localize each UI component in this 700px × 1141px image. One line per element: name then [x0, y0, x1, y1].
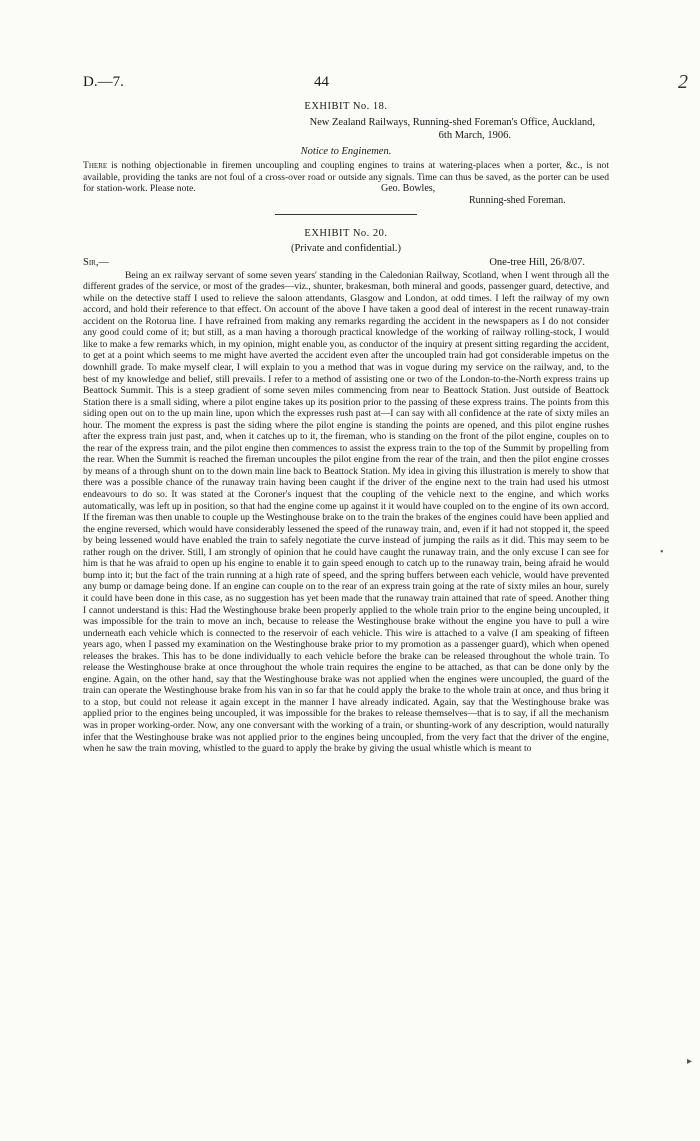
section-divider	[275, 214, 417, 215]
salutation: Sir,—	[83, 256, 109, 268]
letter-body: Being an ex railway servant of some seven years' standing in the Caledonian Railway, Scotland, when I went through all the different grades of the service, or most of the grades—viz., shunter, brakesman, both mineral and goods, passenger guard, detective, and while on the detective staff I used to relieve the saloon attendants, Glasgow and London, at odd times. I left the railway of my own accord, and hold their reference to that effect. On account of the above I have taken a good deal of interest in the recent runaway-train accident on the Rotorua line. I have refrained from making any remarks regarding the accident in the newspapers as I do not consider any good could come of it; but still, as a man having a thorough practical knowledge of the working of railway rolling-stock, I would like to make a few remarks which, in my opinion, might enable you, as conductor of the inquiry at present sitting regarding the accident, to get at a point which seems to me might have averted the accident even after the uncoupled train had got considerable impetus on the downhill grade. To make myself clear, I will explain to you a method that was in vogue during my service on the railway, and, to the best of my knowledge and belief, still prevails. I refer to a method of assisting one or two of the London-to-the-North express trains up Beattock Summit. This is a steep gradient of some seven miles commencing from near to Beattock Station. Just outside of Beattock Station there is a small siding, where a pilot engine takes up its position prior to the passing of these express trains. The points from this siding open out on to the up main line, upon which the expresses rush past at—I can say with all confidence at the rate of sixty miles an hour. The moment the express is past the siding where the pilot engine is standing the points are opened, and this pilot engine rushes after the express train just past, and, when it catches up to it, the fireman, who is standing on the front of the pilot engine, couples on to the rear of the express train, and the pilot engine then commences to assist the express train to the top of the Summit by propelling from the rear. When the Summit is reached the fireman uncouples the pilot engine from the rear of the train, and then the pilot engine crosses by means of a through shunt on to the down main line back to Beattock Station. My idea in giving this illustration is merely to show that there was a possible chance of the runaway train having been caught if the driver of the engine next to the train had used his utmost endeavours to do so. It was stated at the Coroner's inquest that the coupling of the vehicle next to the engine, and which works automatically, was left up in position, so that had the engine come up against it it would have coupled on to the engine of its own accord. If the fireman was then unable to couple up the Westinghouse brake on to the train the brakes of the engines could have been applied and the engine reversed, which would have considerably lessened the speed of the runaway train, and, even if it had not stopped it, the speed by being lessened would have enabled the train to safely negotiate the curve instead of jumping the rails as it did. This may seem to be rather rough on the driver. Still, I am strongly of opinion that he could have caught the runaway train, and the only excuse I can see for him is that he was afraid to open up his engine to enable it to gain speed enough to catch up to the runaway train, being afraid he would bump into it; but the fact of the train running at a high rate of speed, and the spring buffers between each vehicle, would have prevented any bump or damage being done. If an engine can couple on to the rear of an express train going at the rate of sixty miles an hour, surely it could have been done in this case, as no suggestion has yet been made that the runaway train attained that rate of speed. Another thing I cannot understand is this: Had the Westinghouse brake been properly applied to the whole train prior to the engine being uncoupled, it was impossible for the train to move an inch, because to release the Westinghouse brake without the engine you have to pull a wire underneath each vehicle which is connected to the reservoir of each vehicle. This wire is attached to a valve (I am speaking of fifteen years ago, when I passed my examination on the Westinghouse brake prior to my promotion as a passenger guard), which when opened releases the brakes. This has to be done individually to each vehicle before the brake can be released throughout the whole train. To release the Westinghouse brake at once throughout the whole train requires the engine to be attached, as that can be done only by the engine. Again, on the other hand, say that the Westinghouse brake was not applied when the engines were uncoupled, the guard of the train can operate the Westinghouse brake from his van in so far that he could apply the brake to the whole train at once, and thus bring it to a stop, but could not release it again except in the manner I have already indicated. Again, say that the Westinghouse brake was applied prior to the engines being uncoupled, it was impossible for the brakes to release themselves—that is to say, if all the mechanism was in proper working-order. Now, any one conversant with the working of a train, or shunting-work of any description, would naturally infer that the Westinghouse brake was not applied prior to the engines being uncoupled, from the very fact that the driver of the engine, when he saw the train moving, whistled to the guard to apply the brake by giving the usual whistle which is meant to	[83, 269, 609, 755]
signature-name: Geo. Bowles,	[381, 182, 436, 194]
exhibit-18-dateline: New Zealand Railways, Running-shed Foreman's Office, Auckland,	[309, 117, 595, 128]
handwritten-page-mark: 2	[678, 71, 688, 93]
page-number: 44	[314, 74, 329, 90]
exhibit-18-lead-word: There	[83, 160, 108, 171]
exhibit-20-subtitle: (Private and confidential.)	[291, 242, 401, 254]
signature-title: Running-shed Foreman.	[469, 195, 566, 207]
exhibit-18	[83, 100, 609, 215]
exhibit-18-date: 6th March, 1906.	[438, 130, 511, 141]
margin-mark: ▸	[687, 1056, 693, 1067]
exhibit-20-salutation-row	[83, 256, 609, 269]
exhibit-18-heading: Notice to Enginemen.	[300, 146, 392, 157]
exhibit-18-title: EXHIBIT No. 18.	[304, 101, 388, 112]
place-date: One-tree Hill, 26/8/07.	[489, 256, 585, 268]
exhibit-18-text: is nothing objectionable in firemen uncoupling and coupling engines to trains at watering-places when a porter, &c., is not available, providing the tanks are not foul of a cross-over road or outside any signals. Time can thus be saved, as the porter can be used for station-work. Please note.	[83, 160, 609, 195]
document-reference: D.—7.	[83, 74, 124, 90]
margin-mark: •	[660, 547, 664, 558]
exhibit-20-title: EXHIBIT No. 20.	[304, 227, 388, 239]
page-body	[83, 100, 609, 755]
exhibit-20	[83, 227, 609, 755]
